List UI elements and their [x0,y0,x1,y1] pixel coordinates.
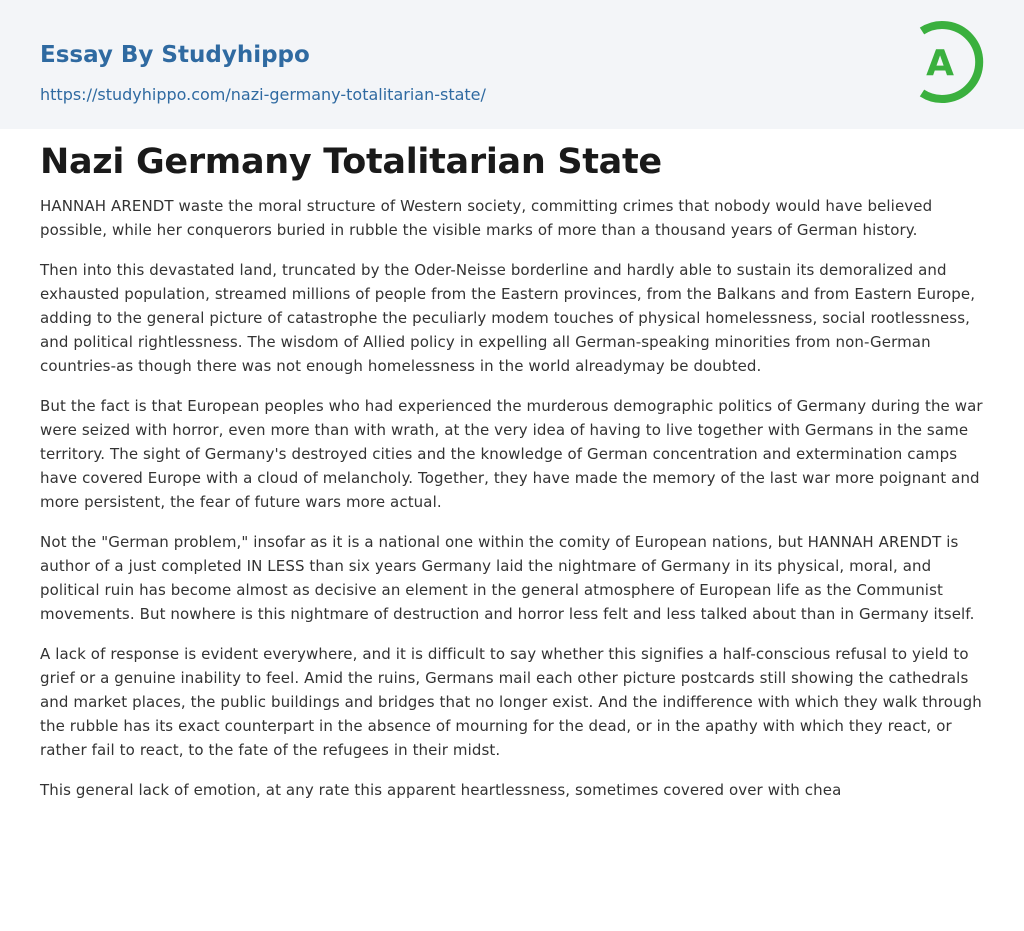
logo-letter: A [926,43,954,84]
paragraph: Not the "German problem," insofar as it is a national one within the comity of European nations, but HANNAH ARENDT is author of a just completed IN LESS than six years Germany laid the nightmare of Germany in its physical, moral, and political ruin has become almost as decisive an element in the general atmosphere of European life as the Communist movements. But nowhere is this nightmare of destruction and horror less felt and less talked about than in Germany itself. [40,533,975,623]
studyhippo-logo-icon[interactable] [912,19,986,105]
paragraph: This general lack of emotion, at any rate this apparent heartlessness, sometimes covered over with chea [40,781,842,799]
essay-url-link[interactable]: https://studyhippo.com/nazi-germany-totalitarian-state/ [40,85,486,104]
paragraph: But the fact is that European peoples who had experienced the murderous demographic politics of Germany during the war were seized with horror, even more than with wrath, at the very idea of having to live together with Germans in the same territory. The sight of Germany's destroyed cities and the knowledge of German concentration and extermination camps have covered Europe with a cloud of melancholy. Together, they have made the memory of the last war more poignant and more persistent, the fear of future wars more actual. [40,397,983,511]
page-title: Nazi Germany Totalitarian State [40,142,662,182]
page-header [0,0,1024,129]
paragraph: Then into this devastated land, truncated by the Oder-Neisse borderline and hardly able to sustain its demoralized and exhausted population, streamed millions of people from the Eastern provinces, from the Balkans and from Eastern Europe, adding to the general picture of catastrophe the peculiarly modem touches of physical homelessness, social rootlessness, and political rightlessness. The wisdom of Allied policy in expelling all German-speaking minorities from non-German countries-as though there was not enough homelessness in the world alreadymay be doubted. [40,261,976,375]
paragraph: A lack of response is evident everywhere, and it is difficult to say whether this signifies a half-conscious refusal to yield to grief or a genuine inability to feel. Amid the ruins, Germans mail each other picture postcards still showing the cathedrals and market places, the public buildings and bridges that no longer exist. And the indifference with which they walk through the rubble has its exact counterpart in the absence of mourning for the dead, or in the apathy with which they react, or rather fail to react, to the fate of the refugees in their midst. [40,645,982,759]
paragraph: HANNAH ARENDT waste the moral structure of Western society, committing crimes that nobody would have believed possible, while her conquerors buried in rubble the visible marks of more than a thousand years of German history. [40,197,933,239]
article-body [40,194,984,818]
brand-title[interactable]: Essay By Studyhippo [40,42,310,68]
